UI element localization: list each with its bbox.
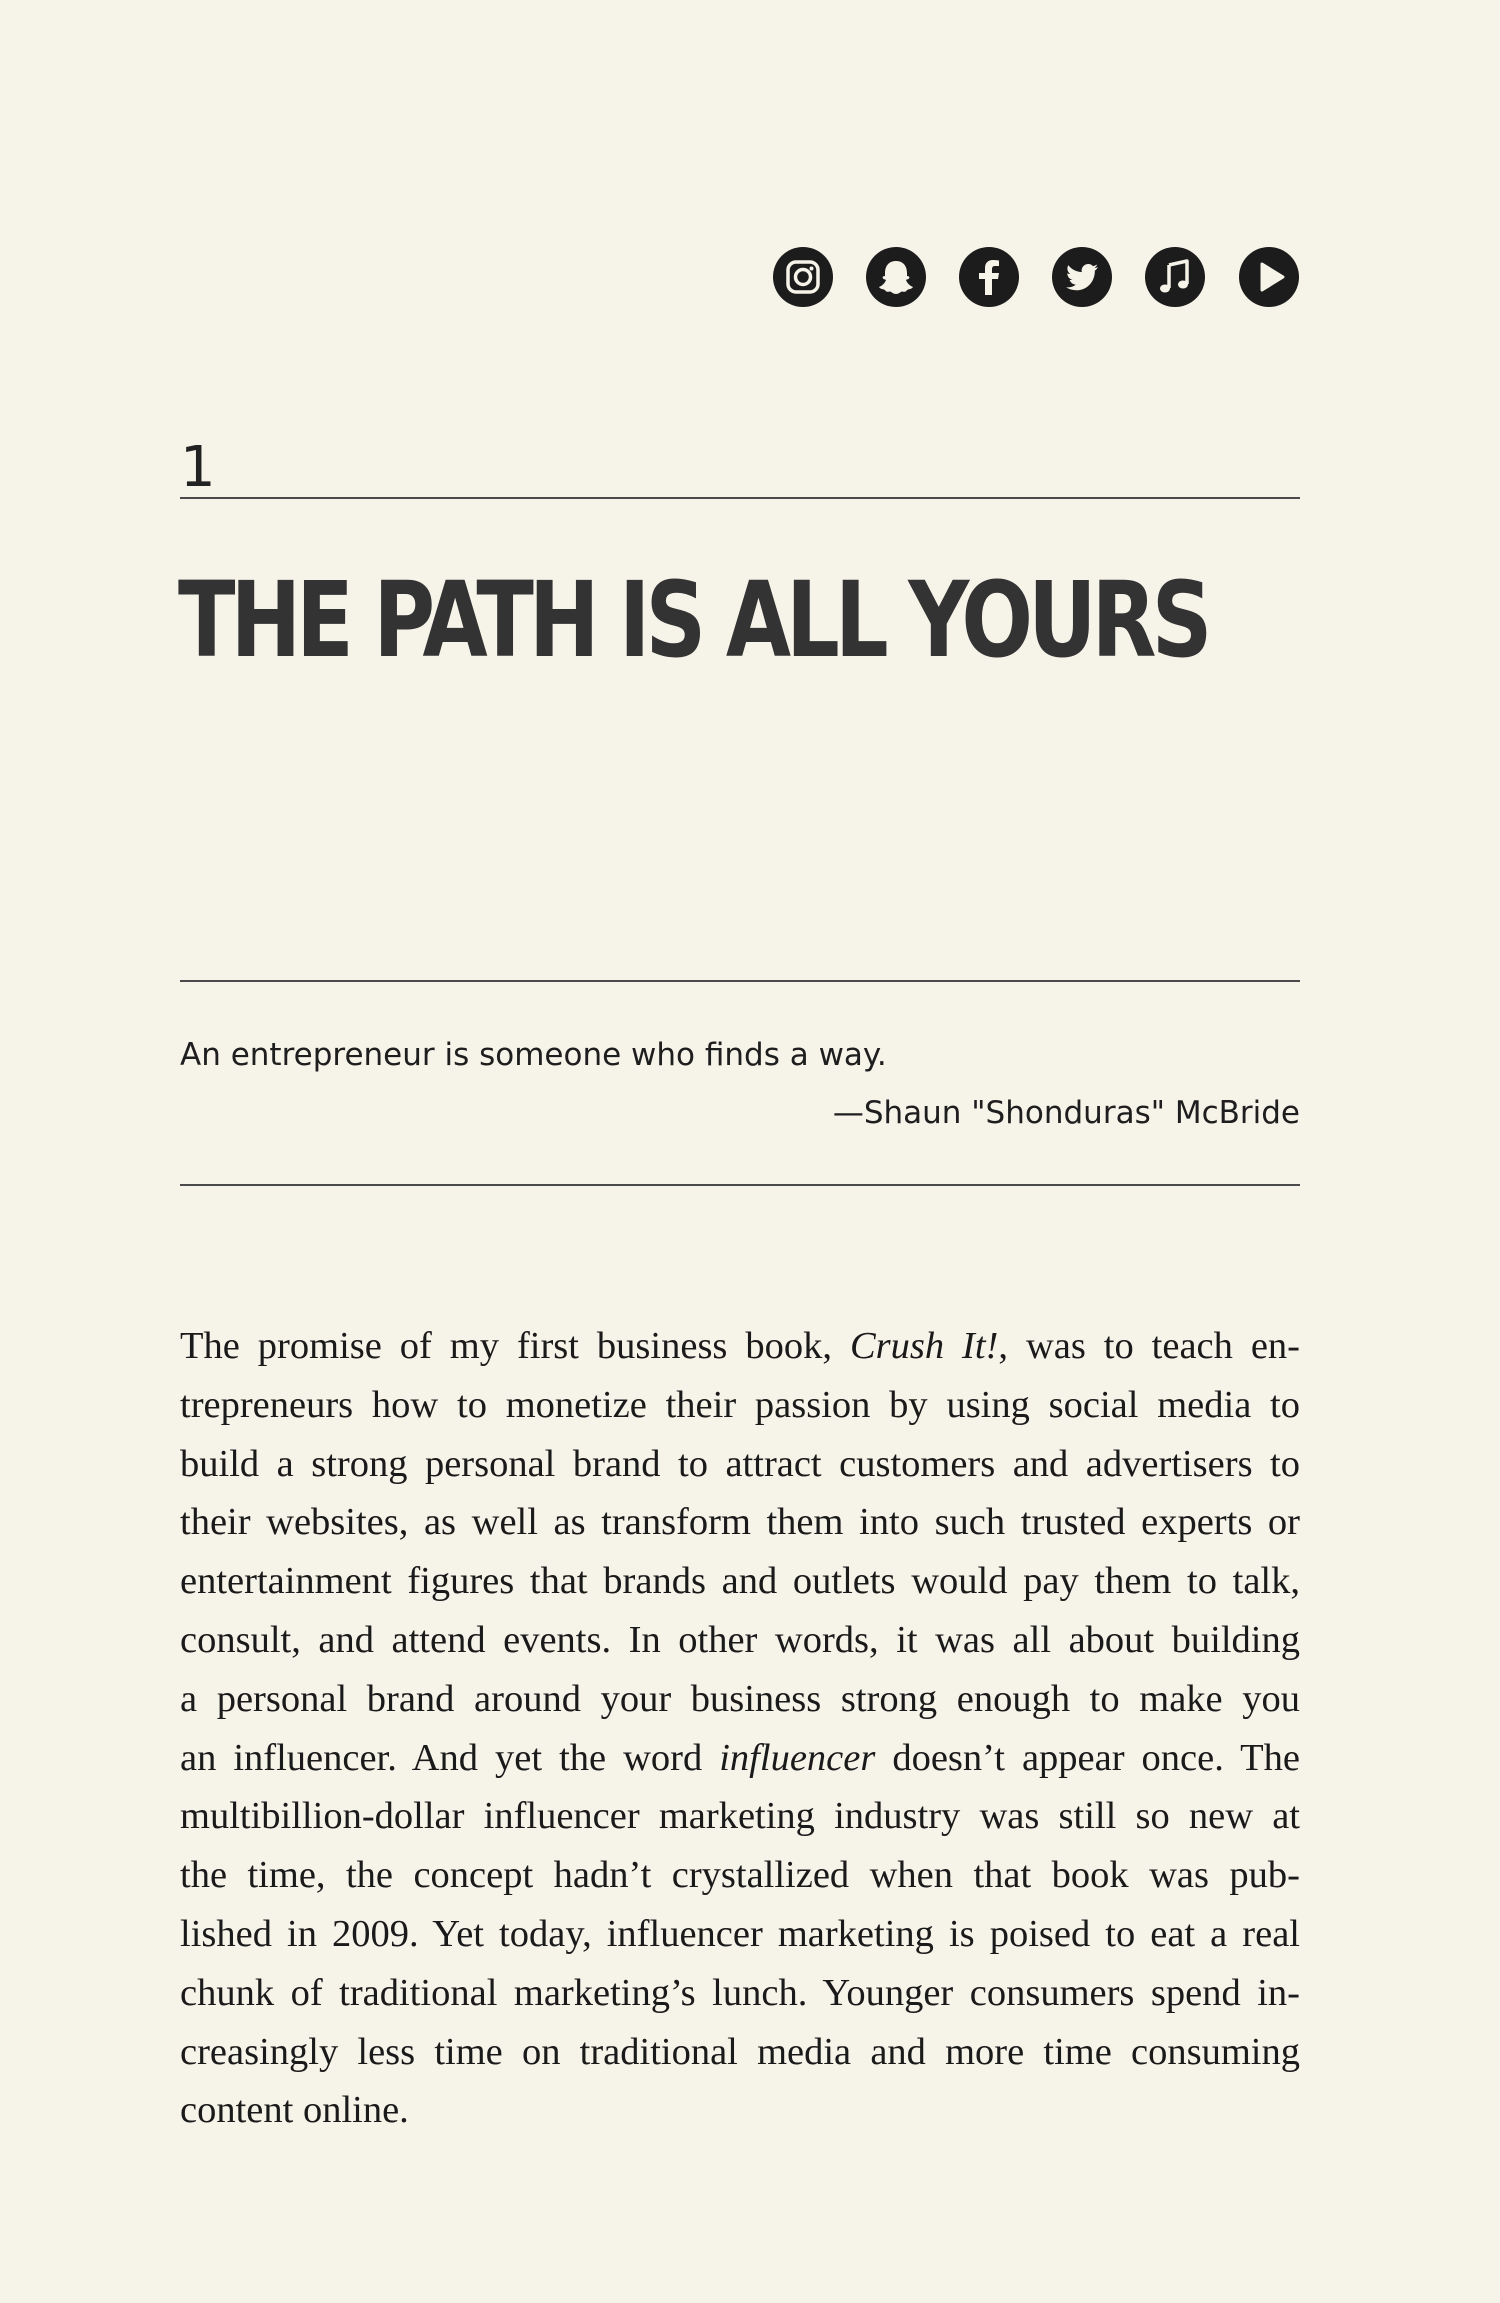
body-text-segment: The promise of my first business book, [180, 1325, 850, 1367]
body-line [180, 1376, 1300, 1435]
play-icon [1237, 245, 1301, 309]
body-text-segment: multibillion-dollar influencer marketing industry was still so new at [180, 1795, 1300, 1838]
body-line [180, 1552, 1300, 1611]
body-line [180, 2081, 1300, 2140]
body-line [180, 1611, 1300, 1670]
chapter-title: THE PATH IS ALL YOURS [178, 559, 1208, 681]
body-line [180, 1670, 1300, 1729]
epigraph-quote: An entrepreneur is someone who finds a way. [180, 1037, 887, 1073]
body-line [180, 1729, 1300, 1788]
body-text-segment: entertainment figures that brands and outlets would pay them to talk, [180, 1560, 1300, 1603]
italic-title: Crush It! [849, 1325, 999, 1367]
body-line [180, 1493, 1300, 1552]
chapter-rule [180, 497, 1300, 499]
social-icons-row [771, 245, 1301, 309]
facebook-icon [957, 245, 1021, 309]
body-text-segment: the time, the concept hadn’t crystallized when that book was pub- [180, 1854, 1300, 1897]
body-line [180, 1435, 1300, 1494]
chapter-number: 1 [180, 435, 216, 500]
body-line [180, 1787, 1300, 1846]
body-text-segment: a personal brand around your business strong enough to make you [180, 1677, 1300, 1720]
snapchat-icon [864, 245, 928, 309]
body-line [180, 1846, 1300, 1905]
body-line [180, 1905, 1300, 1964]
body-text-segment: doesn’t appear once. The [875, 1736, 1300, 1779]
body-text-segment: consult, and attend events. In other words, it was all about building [180, 1618, 1300, 1661]
twitter-icon [1050, 245, 1114, 309]
body-text-segment: chunk of traditional marketing’s lunch. Younger consumers spend in- [180, 1971, 1300, 2014]
epigraph-attribution: —Shaun "Shonduras" McBride [832, 1095, 1300, 1131]
body-text-segment: , was to teach en- [998, 1325, 1300, 1367]
italic-title: influencer [719, 1736, 876, 1779]
body-text-segment: creasingly less time on traditional media and more time consuming [180, 2030, 1300, 2073]
body-text-segment: trepreneurs how to monetize their passion by using social media to [180, 1383, 1300, 1426]
epigraph-top-rule [180, 980, 1300, 982]
body-line [180, 2023, 1300, 2082]
body-text-segment: lished in 2009. Yet today, influencer marketing is poised to eat a real [180, 1912, 1300, 1955]
instagram-icon [771, 245, 835, 309]
music-note-icon [1143, 245, 1207, 309]
body-line [180, 1317, 1300, 1376]
body-text-segment: an influencer. And yet the word [180, 1736, 720, 1779]
epigraph-bottom-rule [180, 1184, 1300, 1186]
body-line [180, 1964, 1300, 2023]
body-text-segment: build a strong personal brand to attract customers and advertisers to [180, 1442, 1300, 1485]
body-text-segment: their websites, as well as transform them into such trusted experts or [180, 1501, 1300, 1544]
body-paragraph [180, 1317, 1300, 2140]
body-text-segment: content online. [180, 2089, 409, 2132]
